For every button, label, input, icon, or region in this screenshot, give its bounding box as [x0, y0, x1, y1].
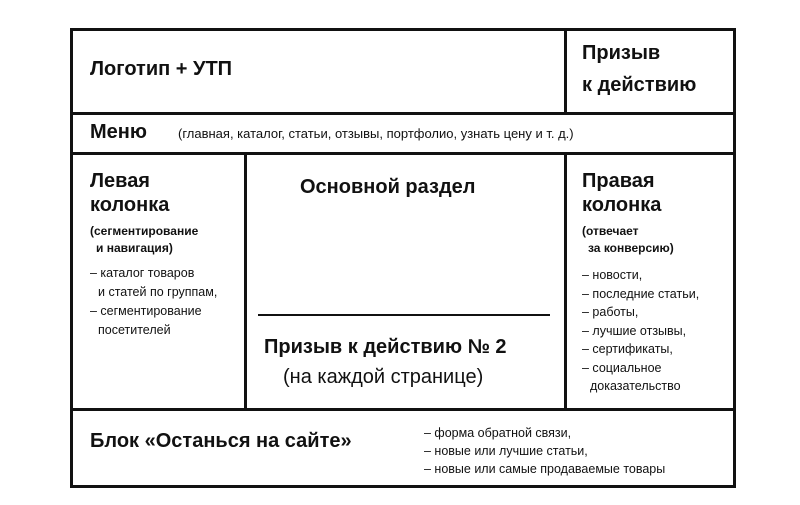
list-item: посетителей: [98, 323, 171, 337]
logo-utp-label: Логотип + УТП: [90, 58, 233, 80]
divider-main-right: [564, 152, 567, 410]
left-column-title-line2: колонка: [90, 194, 170, 216]
main-section-title: Основной раздел: [300, 176, 476, 198]
left-column-subtitle-line2: и навигация): [96, 241, 173, 255]
list-item: – новые или лучшие статьи,: [424, 444, 588, 458]
right-column-list: [582, 266, 699, 396]
footer-block-title: Блок «Останься на сайте»: [90, 430, 352, 452]
right-column-subtitle-line2: за конверсию): [588, 241, 674, 255]
divider-left-main: [244, 152, 247, 410]
list-item: – форма обратной связи,: [424, 426, 572, 440]
site-layout-frame: [70, 28, 736, 488]
footer-list: [424, 424, 665, 478]
right-column-title-line2: колонка: [582, 194, 662, 216]
list-item: – каталог товаров: [90, 266, 195, 280]
divider-body-footer: [70, 408, 736, 411]
list-item: – сегментирование: [90, 304, 202, 318]
menu-title: Меню: [90, 121, 147, 143]
main-cta2-title: Призыв к действию № 2: [264, 336, 507, 358]
header-cta-line1: Призыв: [582, 42, 661, 64]
divider-header-cta: [564, 28, 567, 114]
divider-menu-body: [70, 152, 736, 155]
main-cta2-subtitle: (на каждой странице): [283, 366, 484, 388]
list-item: и статей по группам,: [98, 285, 218, 299]
list-item: – новые или самые продаваемые товары: [424, 462, 666, 476]
right-column-title-line1: Правая: [582, 170, 655, 192]
list-item: – работы,: [582, 305, 639, 319]
list-item: – лучшие отзывы,: [582, 323, 687, 338]
list-item: доказательство: [590, 379, 681, 393]
list-item: – новости,: [582, 268, 643, 282]
divider-header-menu: [70, 112, 736, 115]
list-item: – социальное: [582, 360, 662, 375]
list-item: – сертификаты,: [582, 342, 673, 356]
left-column-list: [90, 264, 217, 340]
menu-items: (главная, каталог, статьи, отзывы, портфолио, узнать цену и т. д.): [178, 126, 574, 141]
left-column-title-line1: Левая: [90, 170, 150, 192]
right-column-subtitle-line1: (отвечает: [582, 224, 639, 238]
list-item: – последние статьи,: [582, 286, 700, 301]
left-column-subtitle-line1: (сегментирование: [90, 224, 199, 238]
header-cta-line2: к действию: [582, 74, 697, 96]
divider-main-cta: [258, 314, 550, 316]
